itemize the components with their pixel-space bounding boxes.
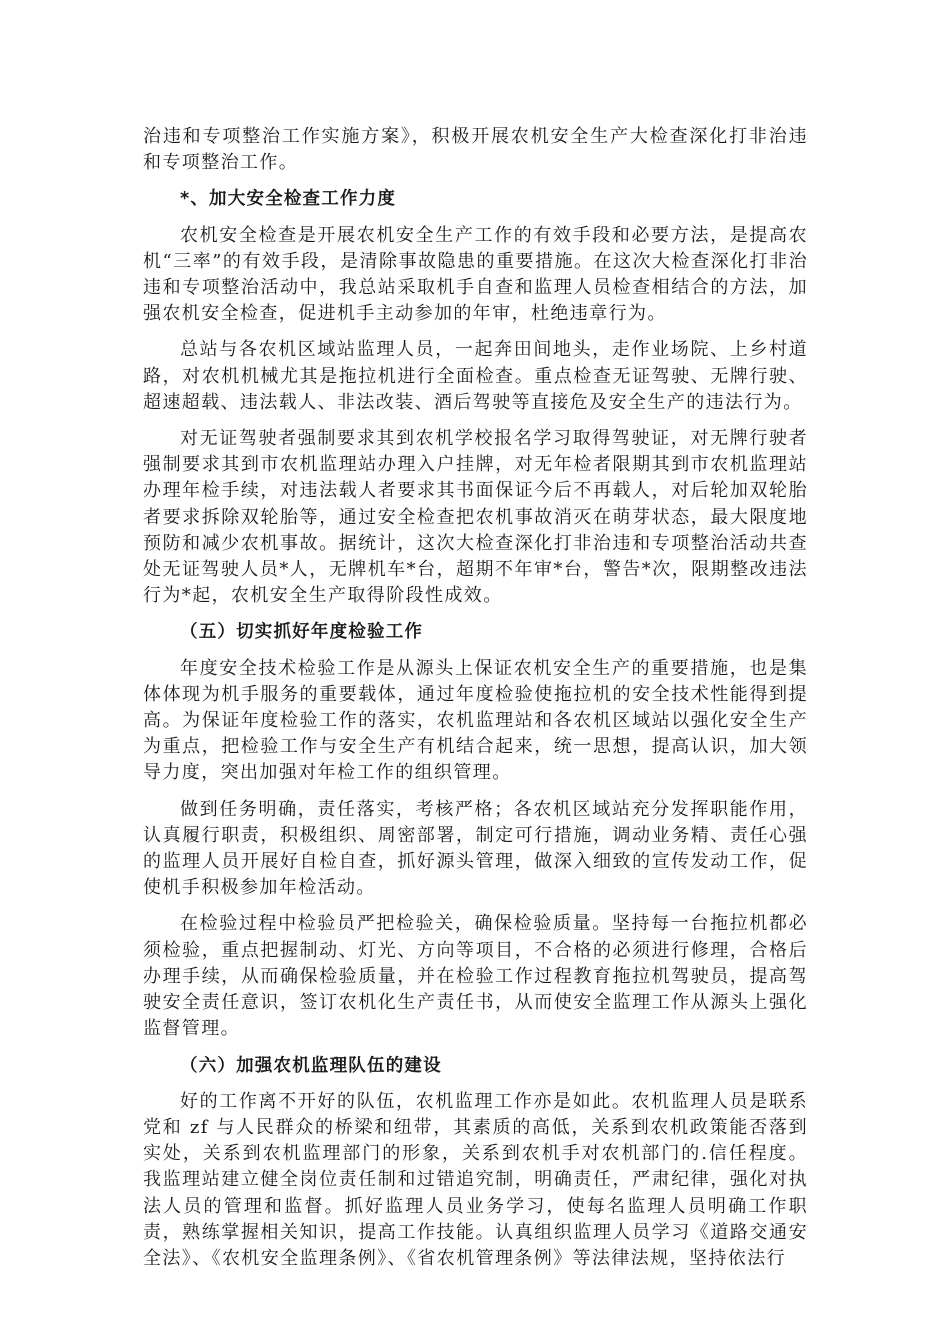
body-paragraph: 治违和专项整治工作实施方案》，积极开展农机安全生产大检查深化打非治违和专项整治工作。: [143, 126, 808, 174]
body-paragraph: 做到任务明确，责任落实，考核严格；各农机区域站充分发挥职能作用，认真履行职责，积极组织、周密部署，制定可行措施，调动业务精、责任心强的监理人员开展好自检自查，抓好源头管理，做深入细致的宣传发动工作，促使机手积极参加年检活动。: [143, 798, 808, 899]
body-paragraph: 年度安全技术检验工作是从源头上保证农机安全生产的重要措施，也是集体体现为机手服务的重要载体，通过年度检验使拖拉机的安全技术性能得到提高。为保证年度检验工作的落实，农机监理站和各农机区域站以强化安全生产为重点，把检验工作与安全生产有机结合起来，统一思想，提高认识，加大领导力度，突出加强对年检工作的组织管理。: [143, 657, 808, 784]
body-paragraph: 总站与各农机区域站监理人员，一起奔田间地头，走作业场院、上乡村道路，对农机机械尤其是拖拉机进行全面检查。重点检查无证驾驶、无牌行驶、超速超载、违法载人、非法改装、酒后驾驶等直接危及安全生产的违法行为。: [143, 339, 808, 413]
body-paragraph: 好的工作离不开好的队伍，农机监理工作亦是如此。农机监理人员是联系党和 zf 与人民群众的桥梁和纽带，其素质的高低，关系到农机政策能否落到实处，关系到农机监理部门的形象，关系到农机手对农机部门的.信任程度。我监理站建立健全岗位责任制和过错追究制，明确责任，严肃纪律，强化对执法人员的管理和监督。抓好监理人员业务学习，使每名监理人员明确工作职责，熟练掌握相关知识，提高工作技能。认真组织监理人员学习《道路交通安全法》、《农机安全监理条例》、《省农机管理条例》等法律法规，坚持依法行: [143, 1090, 808, 1269]
body-paragraph: 对无证驾驶者强制要求其到农机学校报名学习取得驾驶证，对无牌行驶者强制要求其到市农机监理站办理入户挂牌，对无年检者限期其到市农机监理站办理年检手续，对违法载人者要求其书面保证今后不再载人，对后轮加双轮胎者要求拆除双轮胎等，通过安全检查把农机事故消灭在萌芽状态，最大限度地预防和减少农机事故。据统计，这次大检查深化打非治违和专项整治活动共查处无证驾驶人员*人，无牌机车*台，超期不年审*台，警告*次，限期整改违法行为*起，农机安全生产取得阶段性成效。: [143, 428, 808, 607]
section-heading: （六）加强农机监理队伍的建设: [180, 1055, 442, 1076]
body-paragraph: 农机安全检查是开展农机安全生产工作的有效手段和必要方法，是提高农机“三率”的有效手段，是清除事故隐患的重要措施。在这次大检查深化打非治违和专项整治活动中，我总站采取机手自查和监理人员检查相结合的方法，加强农机安全检查，促进机手主动参加的年审，杜绝违章行为。: [143, 224, 808, 325]
section-heading: （五）切实抓好年度检验工作: [180, 622, 424, 643]
body-paragraph: 在检验过程中检验员严把检验关，确保检验质量。坚持每一台拖拉机都必须检验，重点把握制动、灯光、方向等项目，不合格的必须进行修理，合格后办理手续，从而确保检验质量，并在检验工作过程教育拖拉机驾驶员，提高驾驶安全责任意识，签订农机化生产责任书，从而使安全监理工作从源头上强化监督管理。: [143, 913, 808, 1040]
section-heading: *、加大安全检查工作力度: [180, 189, 397, 210]
document-body: [143, 124, 808, 1282]
